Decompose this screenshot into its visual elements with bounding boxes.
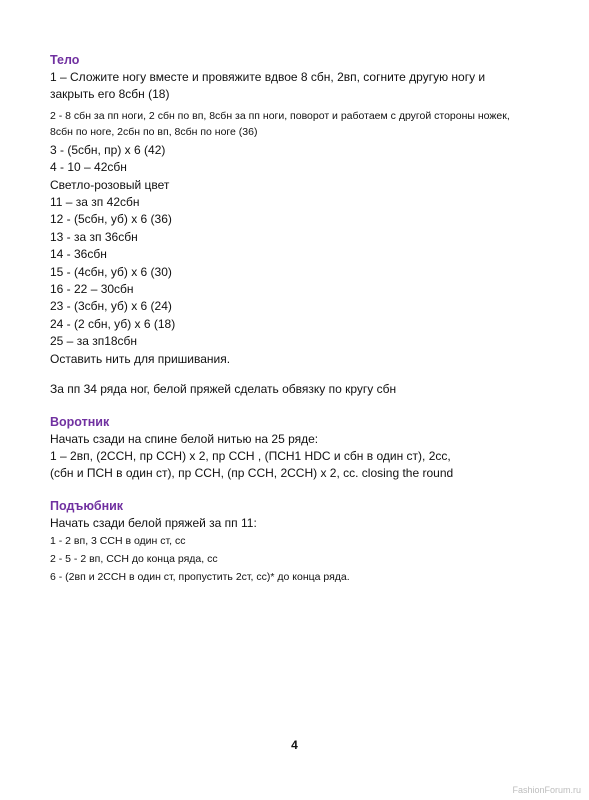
page-content: [50, 52, 550, 586]
petticoat-line-2: 1 - 2 вп, 3 ССН в один ст, сс: [50, 535, 186, 548]
body-line-7: 12 - (5сбн, уб) x 6 (36): [50, 212, 172, 227]
petticoat-line-4: 6 - (2вп и 2ССН в один ст, пропустить 2ст, сс)* до конца ряда.: [50, 571, 350, 584]
body-line-1: 1 – Сложите ногу вместе и провяжите вдвое 8 сбн, 2вп, согните другую ногу и закрыть его 8сбн (18): [50, 70, 486, 102]
body-line-8: 13 - за зп 36сбн: [50, 229, 138, 244]
body-line-6: 11 – за зп 42сбн: [50, 195, 140, 210]
body-line-2: 2 - 8 сбн за пп ноги, 2 сбн по вп, 8сбн за пп ноги, поворот и работаем с другой стороны ножек, 8сбн по ноге, 2сбн по вп, 8сбн по ноге (36): [50, 109, 510, 139]
section-title-body: Тело: [50, 53, 80, 67]
watermark: FashionForum.ru: [512, 785, 581, 795]
body-line-12: 23 - (3сбн, уб) x 6 (24): [50, 299, 172, 314]
body-line-3: 3 - (5сбн, пр) x 6 (42): [50, 142, 166, 157]
collar-line-1: Начать сзади на спине белой нитью на 25 ряде:: [50, 431, 319, 446]
body-line-11: 16 - 22 – 30сбн: [50, 282, 134, 297]
collar-line-2: 1 – 2вп, (2ССН, пр ССН) x 2, пр ССН , (ПСН1 HDC и сбн в один ст), 2сс,: [50, 448, 451, 463]
collar-line-3: (сбн и ПСН в один ст), пр ССН, (пр ССН, 2ССН) x 2, сс. closing the round: [50, 466, 454, 481]
body-line-5: Светло-розовый цвет: [50, 177, 170, 192]
body-note: За пп 34 ряда ног, белой пряжей сделать обвязку по кругу сбн: [50, 382, 397, 397]
section-title-petticoat: Подъюбник: [50, 498, 124, 513]
body-line-14: 25 – за зп18сбн: [50, 334, 138, 349]
section-title-collar: Воротник: [50, 414, 110, 429]
section-body: [50, 52, 550, 399]
section-petticoat: [50, 498, 550, 586]
body-line-15: Оставить нить для пришивания.: [50, 351, 231, 366]
body-line-9: 14 - 36сбн: [50, 247, 107, 262]
petticoat-line-3: 2 - 5 - 2 вп, ССН до конца ряда, сс: [50, 553, 218, 566]
page-number: 4: [291, 738, 298, 752]
petticoat-line-1: Начать сзади белой пряжей за пп 11:: [50, 515, 257, 530]
body-line-13: 24 - (2 сбн, уб) x 6 (18): [50, 316, 176, 331]
body-line-4: 4 - 10 – 42сбн: [50, 160, 127, 175]
body-line-10: 15 - (4сбн, уб) x 6 (30): [50, 264, 172, 279]
section-collar: [50, 414, 550, 483]
